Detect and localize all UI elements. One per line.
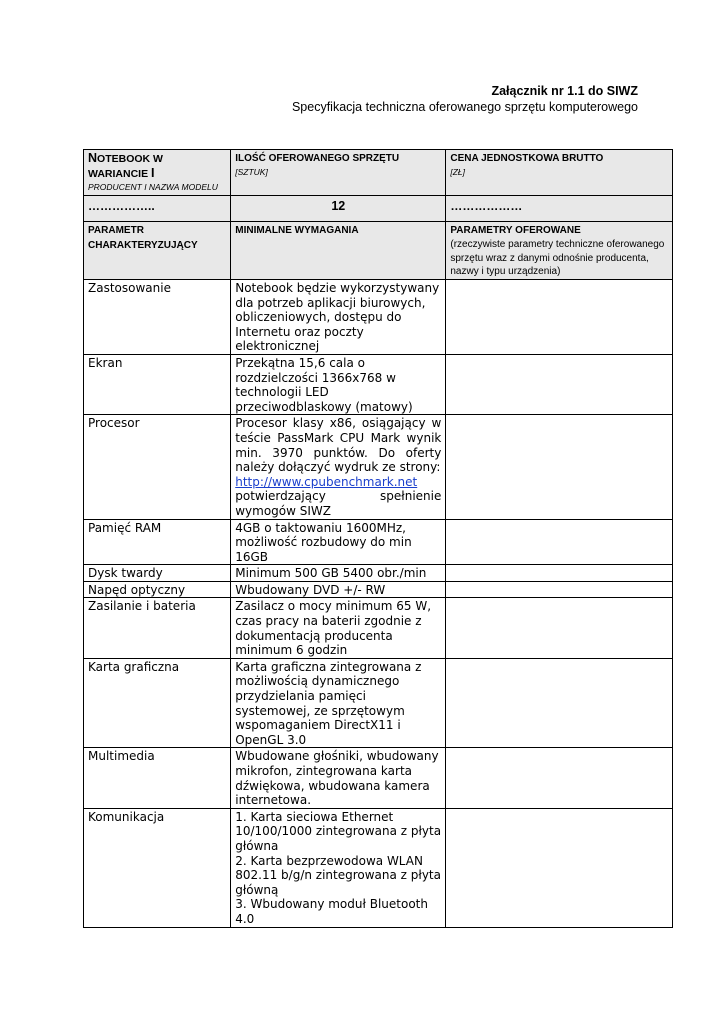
attachment-title: Załącznik nr 1.1 do SIWZ [491, 84, 638, 98]
parameter-name: Napęd optyczny [84, 581, 231, 598]
parameter-header-cell [84, 222, 231, 280]
parameter-name: Pamięć RAM [84, 519, 231, 565]
quantity-value-cell [231, 196, 446, 222]
table-row [84, 519, 673, 565]
table-row [84, 598, 673, 658]
requirement-text: Przekątna 15,6 cala o rozdzielczości 1366x768 w technologii LED przeciwodblaskowy (matowy) [231, 354, 446, 414]
price-header-cell [446, 150, 673, 196]
table-row [84, 354, 673, 414]
model-placeholder: …………….. [88, 199, 155, 213]
offered-header-cell [446, 222, 673, 280]
price-value-cell[interactable] [446, 196, 673, 222]
offered-value-cell[interactable] [446, 581, 673, 598]
requirement-item: 2. Karta bezprzewodowa WLAN 802.11 b/g/n zintegrowana z płyta główną [235, 853, 441, 897]
offered-value-cell[interactable] [446, 415, 673, 519]
cpubenchmark-link[interactable]: http://www.cpubenchmark.net [235, 474, 418, 489]
requirement-text-cell [231, 415, 446, 519]
parameter-name: Zastosowanie [84, 280, 231, 355]
requirement-list [231, 808, 446, 927]
value-row [84, 196, 673, 222]
model-header-cell [84, 150, 231, 196]
offered-value-cell[interactable] [446, 748, 673, 808]
table-row [84, 415, 673, 519]
offered-parameters-label: PARAMETRY OFEROWANE [450, 225, 581, 236]
parameter-name: Zasilanie i bateria [84, 598, 231, 658]
parameter-header-row [84, 222, 673, 280]
offered-value-cell[interactable] [446, 658, 673, 748]
table-row [84, 565, 673, 582]
table-row [84, 808, 673, 927]
requirement-text: Zasilacz o mocy minimum 65 W, czas pracy na baterii zgodnie z dokumentacją producenta minimum 6 godzin [231, 598, 446, 658]
offered-value-cell[interactable] [446, 808, 673, 927]
characterizing-label: CHARAKTERYZUJĄCY [88, 240, 198, 251]
requirement-text: Notebook będzie wykorzystywany dla potrzeb aplikacji biurowych, obliczeniowych, dostępu do Internetu oraz poczty elektronicznej [231, 280, 446, 355]
requirement-text-continued: potwierdzający spełnienie wymogów SIWZ [235, 489, 442, 518]
table-row [84, 748, 673, 808]
quantity-header-label: ILOŚĆ OFEROWANEGO SPRZĘTU [235, 153, 400, 164]
parameter-name: Komunikacja [84, 808, 231, 927]
requirement-item: 1. Karta sieciowa Ethernet 10/100/1000 zintegrowana z płyta główna [235, 809, 442, 853]
requirement-text: Wbudowane głośniki, wbudowany mikrofon, zintegrowana karta dźwiękowa, wbudowana kamera internetowa. [231, 748, 446, 808]
offered-value-cell[interactable] [446, 354, 673, 414]
parameter-name: Multimedia [84, 748, 231, 808]
requirement-text: Minimum 500 GB 5400 obr./min [231, 565, 446, 582]
parameter-name: Ekran [84, 354, 231, 414]
price-unit-label: [ZŁ] [450, 167, 466, 177]
price-placeholder: ……………… [450, 199, 523, 213]
minimum-requirements-label: MINIMALNE WYMAGANIA [235, 225, 359, 236]
offered-parameters-description: (rzeczywiste parametry techniczne oferowanego sprzętu wraz z danymi odnośnie producenta, nazwy i typu urządzenia) [450, 239, 665, 277]
document-subtitle: Specyfikacja techniczna oferowanego sprzętu komputerowego [291, 100, 638, 114]
price-header-label: CENA JEDNOSTKOWA BRUTTO [450, 153, 604, 164]
requirement-text: Procesor klasy x86, osiągający w teście PassMark CPU Mark wynik min. 3970 punktów. Do oferty należy dołączyć wydruk ze strony: [235, 416, 442, 475]
spec-table [83, 149, 673, 928]
offered-value-cell[interactable] [446, 565, 673, 582]
table-row [84, 280, 673, 355]
offered-value-cell[interactable] [446, 598, 673, 658]
requirement-text: Wbudowany DVD +/- RW [231, 581, 446, 598]
requirement-text: Karta graficzna zintegrowana z możliwością dynamicznego przydzielania pamięci systemowej, ze sprzętowym wspomaganiem DirectX11 i OpenGL 3.0 [231, 658, 446, 748]
requirement-item: 3. Wbudowany moduł Bluetooth 4.0 [235, 897, 428, 926]
offered-value-cell[interactable] [446, 280, 673, 355]
table-row [84, 658, 673, 748]
parameter-name: Karta graficzna [84, 658, 231, 748]
parameter-name: Dysk twardy [84, 565, 231, 582]
table-row [84, 581, 673, 598]
producer-model-label: PRODUCENT I NAZWA MODELU [88, 182, 218, 192]
model-value-cell[interactable] [84, 196, 231, 222]
requirements-header-cell [231, 222, 446, 280]
quantity-value: 12 [331, 199, 346, 213]
parameter-name: Procesor [84, 415, 231, 519]
notebook-variant-label: NOTEBOOK W [88, 151, 163, 165]
parameter-label: PARAMETR [88, 225, 144, 236]
table-header-row [84, 150, 673, 196]
offered-value-cell[interactable] [446, 519, 673, 565]
variant-label: WARIANCIE I [88, 166, 155, 180]
quantity-header-cell [231, 150, 446, 196]
quantity-unit-label: [SZTUK] [235, 167, 268, 177]
requirement-text: 4GB o taktowaniu 1600MHz, możliwość rozbudowy do min 16GB [231, 519, 446, 565]
